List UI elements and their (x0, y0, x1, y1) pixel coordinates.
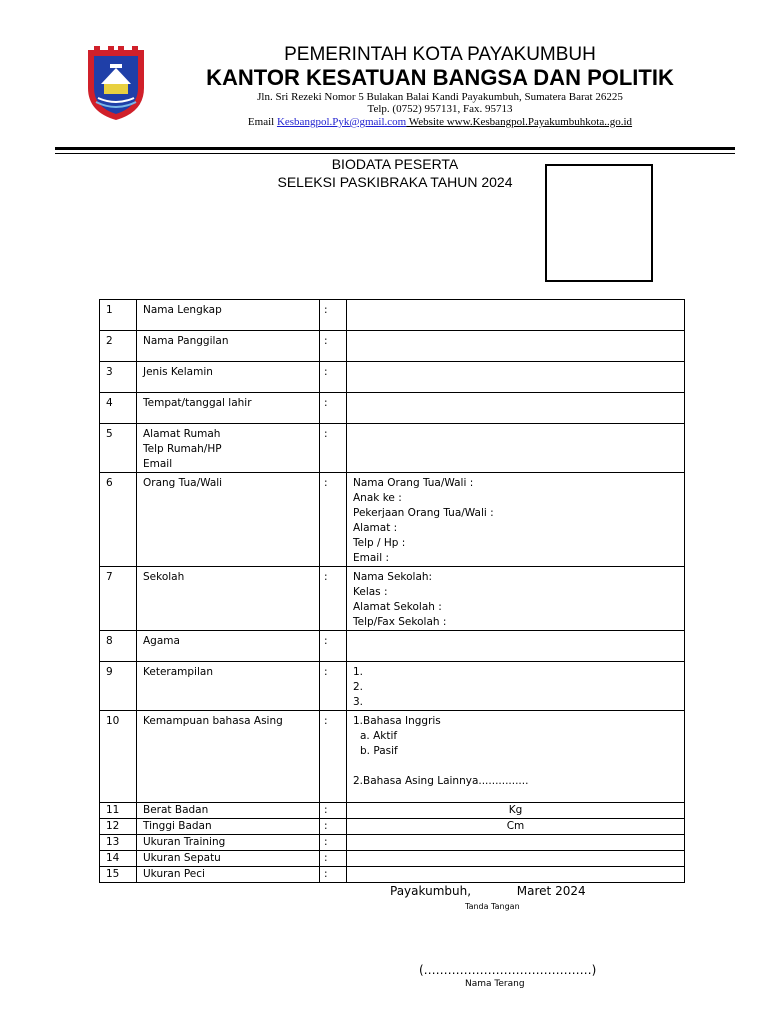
row-label-line: Berat Badan (143, 804, 209, 816)
row-value-line: 2. (353, 681, 364, 693)
row-label-line: Nama Lengkap (143, 304, 222, 316)
row-value-line: Pekerjaan Orang Tua/Wali : (353, 507, 494, 519)
row-label-line: Alamat Rumah (143, 428, 221, 440)
city-logo (84, 44, 148, 122)
website-text: Website www.Kesbangpol.Payakumbuhkota..go.id (406, 116, 633, 128)
row-number: 8 (100, 631, 137, 662)
row-label-line: Tempat/tanggal lahir (143, 397, 252, 409)
row-value-line: Email : (353, 552, 390, 564)
row-label (137, 631, 320, 662)
row-colon: : (320, 803, 347, 819)
name-label: Nama Terang (465, 979, 525, 989)
row-colon: : (320, 867, 347, 883)
row-value-line: Alamat Sekolah : (353, 601, 442, 613)
row-value-field[interactable] (347, 711, 685, 803)
row-label (137, 393, 320, 424)
table-row (100, 711, 685, 803)
office-address: Jln. Sri Rezeki Nomor 5 Bulakan Balai Kandi Payakumbuh, Sumatera Barat 26225 (257, 91, 623, 103)
table-row (100, 300, 685, 331)
row-number: 13 (100, 835, 137, 851)
row-value-line: a. Aktif (360, 730, 398, 742)
table-row (100, 567, 685, 631)
row-number: 11 (100, 803, 137, 819)
row-value-field[interactable] (347, 567, 685, 631)
row-value-field[interactable] (347, 362, 685, 393)
row-label-line: Orang Tua/Wali (143, 477, 223, 489)
row-value-line: 3. (353, 696, 364, 708)
row-value-line: 2.Bahasa Asing Lainnya............... (353, 775, 529, 787)
row-value-field[interactable] (347, 867, 685, 883)
row-value-line: 1. (353, 666, 364, 678)
row-label-line: Sekolah (143, 571, 185, 583)
row-value-line: Nama Sekolah: (353, 571, 433, 583)
table-row (100, 393, 685, 424)
office-phone: Telp. (0752) 957131, Fax. 95713 (367, 103, 513, 115)
row-value-line: Alamat : (353, 522, 398, 534)
row-label-line: Ukuran Sepatu (143, 852, 221, 864)
table-row (100, 424, 685, 473)
header-divider-thick (55, 147, 735, 150)
header-divider-thin (55, 153, 735, 154)
row-label (137, 819, 320, 835)
row-label-line: Nama Panggilan (143, 335, 229, 347)
row-value-line: Telp/Fax Sekolah : (353, 616, 447, 628)
row-label-line: Tinggi Badan (143, 820, 212, 832)
row-label (137, 473, 320, 567)
office-name: KANTOR KESATUAN BANGSA DAN POLITIK (206, 65, 674, 90)
row-label (137, 424, 320, 473)
row-value-field[interactable] (347, 300, 685, 331)
row-label (137, 331, 320, 362)
row-value-field[interactable] (347, 424, 685, 473)
row-value-field[interactable] (347, 331, 685, 362)
row-number: 10 (100, 711, 137, 803)
table-row (100, 867, 685, 883)
row-number: 9 (100, 662, 137, 711)
row-label (137, 662, 320, 711)
row-value-field[interactable] (347, 803, 685, 819)
row-colon: : (320, 851, 347, 867)
row-colon: : (320, 567, 347, 631)
biodata-table (99, 299, 685, 883)
row-label (137, 362, 320, 393)
table-row (100, 331, 685, 362)
photo-box (545, 164, 653, 282)
row-number: 4 (100, 393, 137, 424)
form-title: BIODATA PESERTA (331, 156, 459, 172)
name-placeholder: (……………………………………) (419, 963, 597, 977)
row-value-line: Kg (508, 804, 523, 816)
row-value-line: Kelas : (353, 586, 388, 598)
row-number: 2 (100, 331, 137, 362)
row-label-line: Kemampuan bahasa Asing (143, 715, 283, 727)
form-subtitle: SELEKSI PASKIBRAKA TAHUN 2024 (277, 174, 513, 190)
office-contact (150, 116, 730, 128)
row-colon: : (320, 819, 347, 835)
row-number: 5 (100, 424, 137, 473)
row-label (137, 300, 320, 331)
row-value-line: b. Pasif (360, 745, 398, 757)
row-label-line: Ukuran Training (143, 836, 226, 848)
row-value-line: Anak ke : (353, 492, 402, 504)
row-colon: : (320, 711, 347, 803)
row-colon: : (320, 393, 347, 424)
email-label: Email (247, 116, 277, 128)
row-label-line: Agama (143, 635, 180, 647)
table-row (100, 662, 685, 711)
row-value-field[interactable] (347, 473, 685, 567)
row-value-line: Nama Orang Tua/Wali : (353, 477, 474, 489)
row-number: 15 (100, 867, 137, 883)
row-label-line: Telp Rumah/HP (143, 443, 222, 455)
table-row (100, 819, 685, 835)
row-colon: : (320, 300, 347, 331)
row-number: 3 (100, 362, 137, 393)
row-number: 7 (100, 567, 137, 631)
table-row (100, 362, 685, 393)
row-value-line: 1.Bahasa Inggris (353, 715, 441, 727)
row-number: 6 (100, 473, 137, 567)
row-value-line (353, 759, 678, 774)
table-row (100, 803, 685, 819)
row-label (137, 803, 320, 819)
row-value-field[interactable] (347, 819, 685, 835)
row-label (137, 711, 320, 803)
row-label (137, 851, 320, 867)
email-link[interactable]: Kesbangpol.Pyk@gmail.com (276, 116, 407, 128)
row-colon: : (320, 662, 347, 711)
table-row (100, 473, 685, 567)
row-value-line: Telp / Hp : (353, 537, 406, 549)
row-number: 14 (100, 851, 137, 867)
row-label (137, 867, 320, 883)
government-name: PEMERINTAH KOTA PAYAKUMBUH (284, 44, 596, 65)
row-value-field[interactable] (347, 631, 685, 662)
row-colon: : (320, 835, 347, 851)
row-value-field[interactable] (347, 835, 685, 851)
row-colon: : (320, 331, 347, 362)
row-colon: : (320, 362, 347, 393)
signature-label: Tanda Tangan (465, 902, 520, 911)
row-label-line: Jenis Kelamin (143, 366, 213, 378)
row-label (137, 835, 320, 851)
row-value-field[interactable] (347, 662, 685, 711)
row-colon: : (320, 473, 347, 567)
row-label-line: Ukuran Peci (143, 868, 205, 880)
row-colon: : (320, 424, 347, 473)
row-value-line: Cm (506, 820, 525, 832)
row-value-field[interactable] (347, 851, 685, 867)
table-row (100, 851, 685, 867)
row-label-line: Keterampilan (143, 666, 213, 678)
row-number: 1 (100, 300, 137, 331)
table-row (100, 631, 685, 662)
row-colon: : (320, 631, 347, 662)
table-row (100, 835, 685, 851)
row-value-field[interactable] (347, 393, 685, 424)
row-label-line: Email (143, 458, 173, 470)
row-number: 12 (100, 819, 137, 835)
place-date: Payakumbuh, Maret 2024 (390, 884, 586, 898)
row-label (137, 567, 320, 631)
